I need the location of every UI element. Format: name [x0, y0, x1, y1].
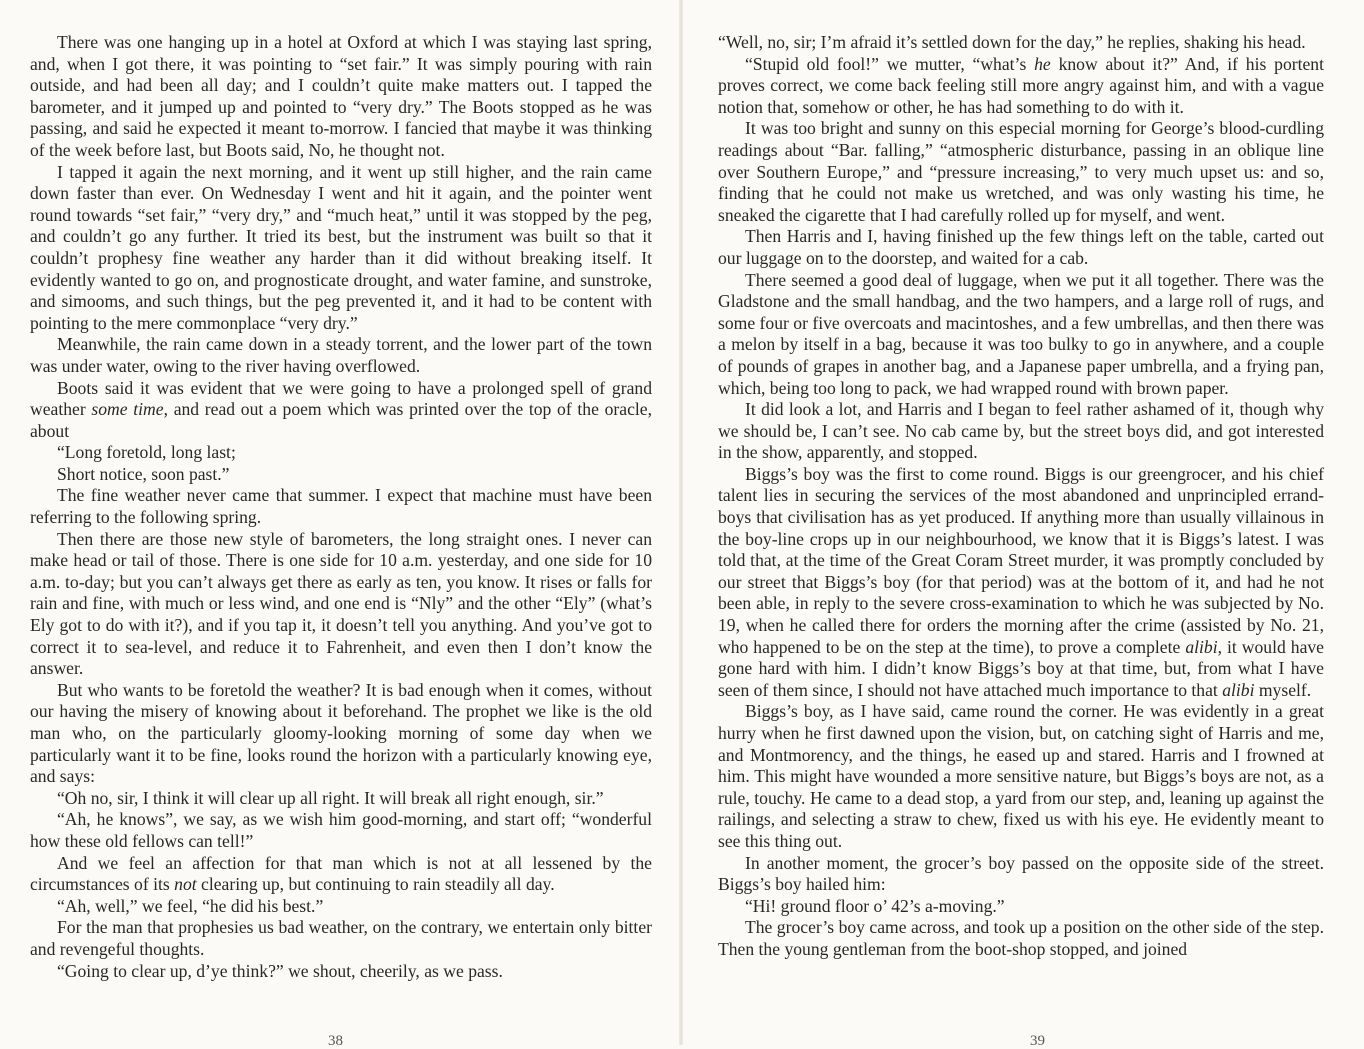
paragraph	[718, 54, 1324, 119]
paragraph-text: Biggs’s boy, as I have said, came round the corner. He was evidently in a great hurry when he first dawned upon the vision, but, on catching sight of Harris and me, and Montmorency, and the things, he eased up and stared. Harris and I frowned at him. This might have wounded a more sensitive nature, but Biggs’s boys are not, as a rule, touchy. He came to a dead stop, a yard from our step, and, leaning up against the railings, and selecting a straw to chew, fixed us with his eye. He evidently meant to see this thing out.	[718, 701, 1324, 851]
paragraph-text: “Ah, well,” we feel, “he did his best.”	[57, 895, 324, 916]
paragraph	[30, 680, 652, 788]
paragraph	[718, 226, 1324, 269]
paragraph	[30, 961, 652, 983]
italic-text: some time	[91, 399, 164, 420]
paragraph-text: “Ah, he knows”, we say, as we wish him good-morning, and start off; “wonderful how these old fellows can tell!”	[30, 809, 652, 851]
paragraph	[718, 701, 1324, 852]
paragraph	[30, 464, 652, 486]
paragraph	[718, 32, 1324, 54]
paragraph-text: In another moment, the grocer’s boy passed on the opposite side of the street. Biggs’s boy hailed him:	[718, 852, 1324, 895]
paragraph	[30, 917, 652, 960]
paragraph	[718, 464, 1324, 702]
paragraph	[30, 809, 652, 852]
paragraph	[30, 162, 652, 335]
paragraph	[718, 853, 1324, 896]
italic-text: he	[1034, 53, 1051, 74]
paragraph	[30, 853, 652, 896]
paragraph-text: “Long foretold, long last;	[57, 442, 236, 463]
paragraph	[718, 896, 1324, 918]
paragraph	[30, 378, 652, 443]
italic-text: not	[174, 874, 197, 895]
paragraph	[718, 270, 1324, 400]
paragraph-text: Biggs’s boy was the first to come round. Biggs is our greengrocer, and his chief talent lies in securing the services of the most abandoned and unprincipled errand-boys that civilisation has as yet produced. If anything more than usually villainous in the boy-line crops up in our neighbourhood, we know that it is Biggs’s latest. I was told that, at the time of the Great Coram Street murder, it was promptly concluded by our street that Biggs’s boy (for that period) was at the bottom of it, and had he not been able, in reply to the severe cross-examination to which he was subjected by No. 19, when he called there for orders the morning after the crime (assisted by No. 21, who happened to be on the step at the time), to prove a complete	[718, 463, 1324, 657]
paragraph-text: “Stupid old fool!” we mutter, “what’s	[745, 53, 1035, 74]
paragraph	[30, 442, 652, 464]
left-page-text-column	[30, 32, 652, 982]
paragraph	[30, 485, 652, 528]
paragraph	[718, 399, 1324, 464]
paragraph-text: There was one hanging up in a hotel at Oxford at which I was staying last spring, and, when I got there, it was pointing to “set fair.” It was simply pouring with rain outside, and had been all day; and I couldn’t quite make matters out. I tapped the barometer, and it jumped up and pointed to “very dry.” The Boots stopped as he was passing, and said he expected it meant to-morrow. I fancied that maybe it was thinking of the week before last, but Boots said, No, he thought not.	[30, 32, 652, 160]
paragraph	[718, 118, 1324, 226]
paragraph-text: , it would have gone hard with him. I didn’t know Biggs’s boy at that time, but, from what I have seen of them since, I should not have attached much importance to that	[718, 636, 1324, 700]
paragraph-text: “Well, no, sir; I’m afraid it’s settled down for the day,” he replies, shaking his head.	[718, 32, 1306, 52]
paragraph-text: Boots said it was evident that we were going to have a prolonged spell of grand weather	[30, 377, 652, 420]
paragraph-text: There seemed a good deal of luggage, when we put it all together. There was the Gladstone and the small handbag, and the two hampers, and a large roll of rugs, and some four or five overcoats and macintoshes, and a few umbrellas, and then there was a melon by itself in a bag, because it was too bulky to go in anywhere, and a couple of pounds of grapes in another bag, and a Japanese paper umbrella, and a frying pan, which, being too long to pack, we had wrapped round with brown paper.	[718, 269, 1324, 398]
paragraph	[30, 896, 652, 918]
paragraph-text: clearing up, but continuing to rain steadily all day.	[196, 874, 555, 895]
paragraph-text: I tapped it again the next morning, and it went up still higher, and the rain came down faster than ever. On Wednesday I went and hit it again, and the pointer went round towards “set fair,” “very dry,” and “much heat,” until it was stopped by the peg, and couldn’t go any further. It tried its best, but the instrument was built so that it couldn’t prophesy fine weather any harder than it did without breaking itself. It evidently wanted to go on, and prognosticate drought, and water famine, and sunstroke, and simooms, and such things, but the peg prevented it, and it had to be content with pointing to the mere commonplace “very dry.”	[30, 161, 652, 333]
paragraph-text: Then there are those new style of barometers, the long straight ones. I never can make head or tail of those. There is one side for 10 a.m. yesterday, and one side for 10 a.m. to-day; but you can’t always get there as early as ten, you know. It rises or falls for rain and fine, with much or less wind, and one end is “Nly” and the other “Ely” (what’s Ely got to do with it?), and if you tap it, it doesn’t tell you anything. And you’ve got to correct it to sea-level, and reduce it to Fahrenheit, and even then I don’t know the answer.	[30, 528, 652, 679]
paragraph-text: Then Harris and I, having finished up the few things left on the table, carted out our luggage on to the doorstep, and waited for a cab.	[718, 226, 1324, 268]
paragraph-text: Meanwhile, the rain came down in a steady torrent, and the lower part of the town was under water, owing to the river having overflowed.	[30, 334, 652, 376]
paragraph	[30, 334, 652, 377]
paragraph-text: And we feel an affection for that man which is not at all lessened by the circumstances of its	[30, 852, 652, 895]
paragraph-text: “Going to clear up, d’ye think?” we shout, cheerily, as we pass.	[57, 960, 503, 981]
paragraph	[30, 32, 652, 162]
paragraph-text: Short notice, soon past.”	[57, 463, 230, 484]
paragraph-text: The fine weather never came that summer. I expect that machine must have been referring to the following spring.	[30, 485, 652, 528]
paragraph-text: , and read out a poem which was printed over the top of the oracle, about	[30, 399, 653, 441]
italic-text: alibi	[1222, 679, 1255, 700]
paragraph-text: know about it?” And, if his portent proves correct, we come back feeling still more angry against him, and with a vague notion that, somehow or other, he has had something to do with it.	[718, 53, 1324, 117]
paragraph-text: It was too bright and sunny on this especial morning for George’s blood-curdling readings about “Bar. falling,” “atmospheric disturbance, passing in an oblique line over Southern Europe,” and “pressure increasing,” to very much upset us: and so, finding that he could not make us wretched, and was only wasting his time, he sneaked the cigarette that I had carefully rolled up for myself, and went.	[718, 118, 1324, 225]
paragraph	[30, 788, 652, 810]
paragraph-text: But who wants to be foretold the weather? It is bad enough when it comes, without our having the misery of knowing about it beforehand. The prophet we like is the old man who, on the particularly gloomy-looking morning of some day when we particularly want it to be fine, looks round the horizon with a particularly knowing eye, and says:	[30, 679, 652, 787]
italic-text: alibi	[1185, 636, 1218, 657]
paragraph-text: It did look a lot, and Harris and I began to feel rather ashamed of it, though why we should be, I can’t see. No cab came by, but the street boys did, and got interested in the show, apparently, and stopped.	[718, 399, 1324, 463]
paragraph-text: For the man that prophesies us bad weather, on the contrary, we entertain only bitter and revengeful thoughts.	[30, 917, 652, 959]
right-page-number: 39	[1030, 1033, 1045, 1049]
right-page-text-column	[718, 32, 1324, 961]
paragraph-text: “Oh no, sir, I think it will clear up all right. It will break all right enough, sir.”	[57, 787, 604, 808]
paragraph	[718, 917, 1324, 960]
left-page-number: 38	[328, 1033, 343, 1049]
paragraph-text: “Hi! ground floor o’ 42’s a-moving.”	[745, 895, 1005, 916]
left-page	[0, 0, 680, 1049]
right-page	[682, 0, 1364, 1049]
paragraph	[30, 529, 652, 680]
paragraph-text: The grocer’s boy came across, and took up a position on the other side of the step. Then the young gentleman from the boot-shop stopped, and joined	[718, 917, 1324, 959]
paragraph-text: myself.	[1254, 679, 1312, 700]
